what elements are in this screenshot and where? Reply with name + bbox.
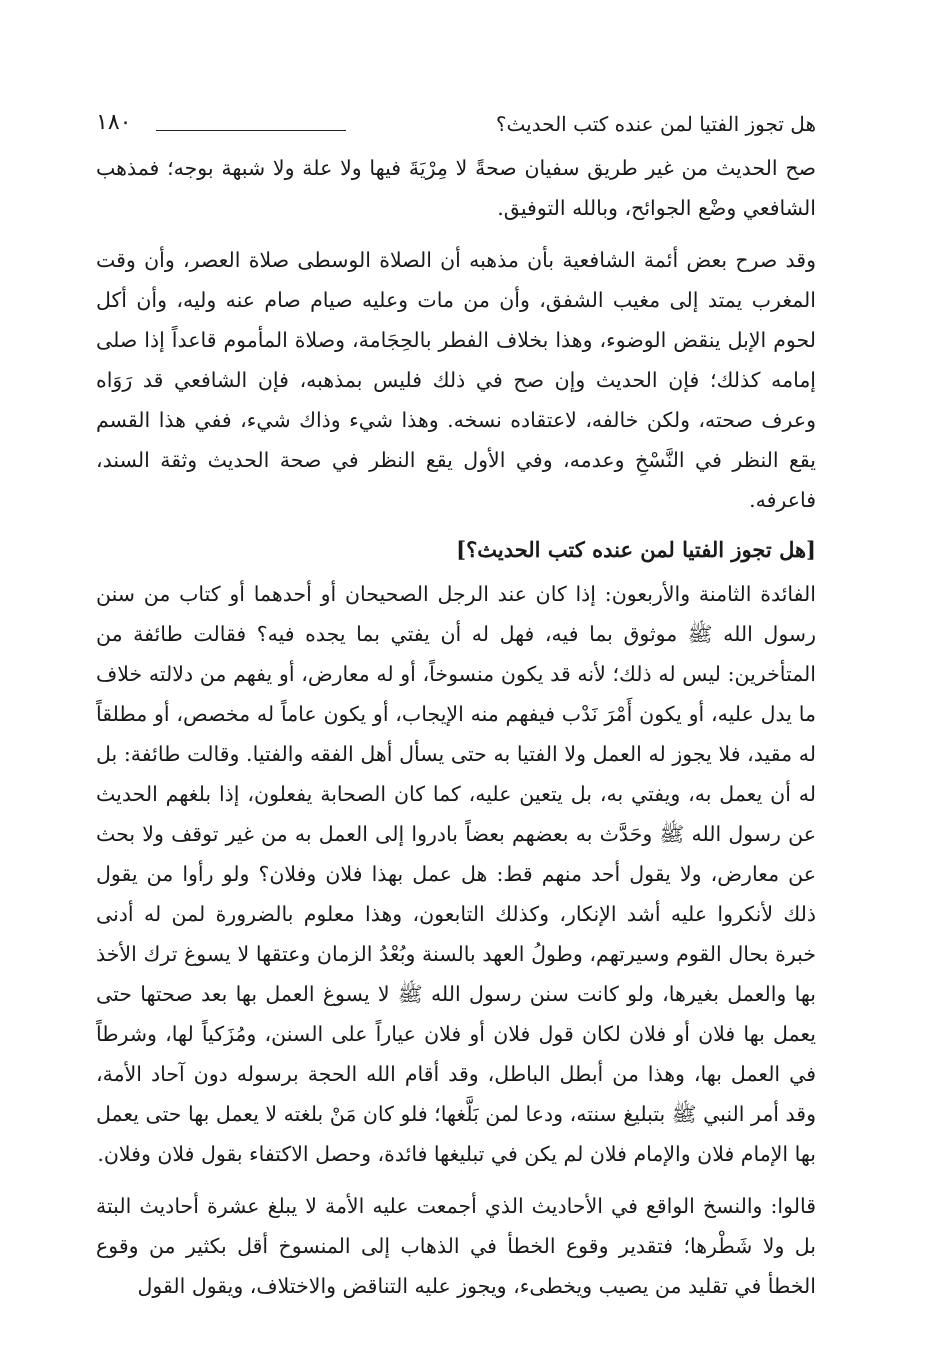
paragraph-1: صح الحديث من غير طريق سفيان صحةً لا مِرْيَةَ فيها ولا علة ولا شبهة بوجه؛ فمذهب الشافعي وضْع الجوائح، وبالله التوفيق. — [96, 156, 816, 220]
paragraph-4: قالوا: والنسخ الواقع في الأحاديث الذي أجمعت عليه الأمة لا يبلغ عشرة أحاديث البتة بل ولا شَطْرها؛ فتقدير وقوع الخطأ في الذهاب إلى المنسوخ أقل بكثير من وقوع الخطأ في تقليد من يصيب ويخطىء، ويجوز عليه التناقض والاختلاف، ويقول القول — [96, 1194, 816, 1298]
running-header — [96, 108, 816, 148]
header-rule — [156, 130, 346, 131]
paragraph-2: وقد صرح بعض أئمة الشافعية بأن مذهبه أن الصلاة الوسطى صلاة العصر، وأن وقت المغرب يمتد إلى مغيب الشفق، وأن من مات وعليه صيام صام عنه وليه، وأن أكل لحوم الإبل ينقض الوضوء، وهذا بخلاف الفطر بالحِجَامة، وصلاة المأموم قاعداً إذا صلى إمامه كذلك؛ فإن الحديث وإن صح في ذلك فليس بمذهبه، فإن الشافعي قد رَوَاه وعرف صحته، ولكن خالفه، لاعتقاده نسخه. وهذا شيء وذاك شيء، ففي هذا القسم يقع النظر في النَّسْخِ وعدمه، وفي الأول يقع النظر في صحة الحديث وثقة السند، فاعرفه. — [96, 248, 816, 512]
paragraph-3: الفائدة الثامنة والأربعون: إذا كان عند الرجل الصحيحان أو أحدهما أو كتاب من سنن رسول الله ﷺ موثوق بما فيه، فهل له أن يفتي بما يجده فيه؟ فقالت طائفة من المتأخرين: ليس له ذلك؛ لأنه قد يكون منسوخاً، أو له معارض، أو يفهم من دلالته خلاف ما يدل عليه، أو يكون أَمْرَ نَدْب فيفهم منه الإيجاب، أو يكون عاماً له مخصص، أو مطلقاً له مقيد، فلا يجوز له العمل ولا الفتيا به حتى يسأل أهل الفقه والفتيا. وقالت طائفة: بل له أن يعمل به، ويفتي به، بل يتعين عليه، كما كان الصحابة يفعلون، إذا بلغهم الحديث عن رسول الله ﷺ وحَدَّث به بعضهم بعضاً بادروا إلى العمل به من غير توقف ولا بحث عن معارض، ولا يقول أحد منهم قط: هل عمل بهذا فلان وفلان؟ ولو رأوا من يقول ذلك لأنكروا عليه أشد الإنكار، وكذلك التابعون، وهذا معلوم بالضرورة لمن له أدنى خبرة بحال القوم وسيرتهم، وطولُ العهد بالسنة وبُعْدُ الزمان وعتقها لا يسوغ ترك الأخذ بها والعمل بغيرها، ولو كانت سنن رسول الله ﷺ لا يسوغ العمل بها بعد صحتها حتى يعمل بها فلان أو فلان لكان قول فلان أو فلان عياراً على السنن، ومُزَكياً لها، وشرطاً في العمل بها، وهذا من أبطل الباطل، وقد أقام الله الحجة برسوله دون آحاد الأمة، وقد أمر النبي ﷺ بتبليغ سنته، ودعا لمن بَلَّغها؛ فلو كان مَنْ بلغته لا يعمل بها حتى يعمل بها الإمام فلان والإمام فلان لم يكن في تبليغها فائدة، وحصل الاكتفاء بقول فلان وفلان. — [96, 582, 816, 1166]
section-heading: [هل تجوز الفتيا لمن عنده كتب الحديث؟] — [456, 537, 816, 562]
running-title: هل تجوز الفتيا لمن عنده كتب الحديث؟ — [490, 112, 816, 136]
book-page — [96, 108, 816, 1306]
page-number: ١٨٠ — [96, 110, 132, 135]
